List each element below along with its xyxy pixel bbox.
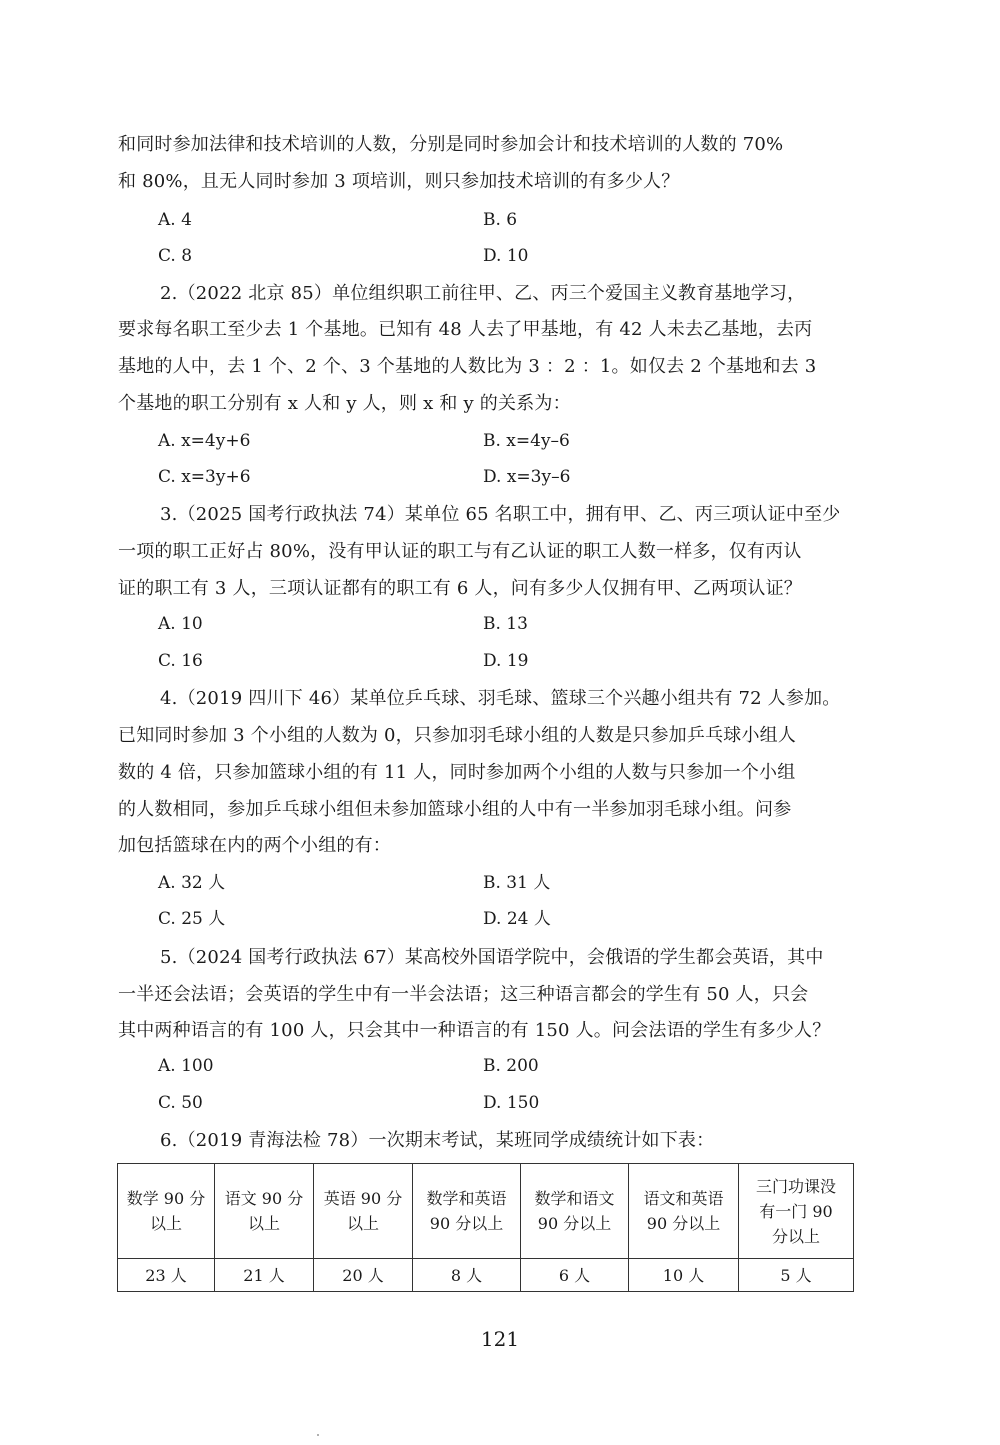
score-stats-table [117, 1163, 853, 1292]
page-number: 121 [480, 1327, 520, 1351]
q4-text-line5: 加包括篮球在内的两个小组的有： [118, 835, 391, 856]
q4-text-line3: 数的 4 倍，只参加篮球小组的有 11 人，同时参加两个小组的人数与只参加一个小组 [118, 762, 796, 783]
q4-text-line2: 已知同时参加 3 个小组的人数为 0，只参加羽毛球小组的人数是只参加乒乓球小组人 [118, 725, 797, 746]
q5-text-line1: 5.（2024 国考行政执法 67）某高校外国语学院中，会俄语的学生都会英语，其中 [160, 947, 824, 968]
q3-text-line3: 证的职工有 3 人，三项认证都有的职工有 6 人，问有多少人仅拥有甲、乙两项认证？ [118, 578, 802, 599]
q1-option-d: D. 10 [483, 246, 529, 266]
q4-option-c: C. 25 人 [158, 909, 226, 929]
q2-text-line4: 个基地的职工分别有 x 人和 y 人，则 x 和 y 的关系为： [118, 393, 571, 414]
value-cell-chinese: 21 人 [215, 1259, 314, 1292]
q4-option-a: A. 32 人 [158, 873, 226, 893]
table-header-row [118, 1164, 854, 1259]
header-cell-chinese-english: 语文和英语 90 分以上 [629, 1164, 739, 1259]
q3-option-b: B. 13 [483, 614, 528, 634]
q3-option-d: D. 19 [483, 651, 529, 671]
scan-speck [317, 1434, 319, 1436]
q4-text-line4: 的人数相同，参加乒乓球小组但未参加篮球小组的人中有一半参加羽毛球小组。问参 [118, 799, 792, 820]
q3-option-a: A. 10 [158, 614, 203, 634]
header-cell-chinese: 语文 90 分 以上 [215, 1164, 314, 1259]
q2-option-d: D. x=3y–6 [483, 467, 571, 487]
q3-text-line2: 一项的职工正好占 80%，没有甲认证的职工与有乙认证的职工人数一样多，仅有丙认 [118, 541, 802, 562]
q2-option-b: B. x=4y–6 [483, 431, 570, 451]
q2-text-line3: 基地的人中，去 1 个、2 个、3 个基地的人数比为 3 ：2 ：1。如仅去 2 个基地和去 3 [118, 356, 817, 377]
q5-text-line3: 其中两种语言的有 100 人，只会其中一种语言的有 150 人。问会法语的学生有多少人？ [118, 1020, 831, 1041]
q6-text-line1: 6.（2019 青海法检 78）一次期末考试，某班同学成绩统计如下表： [160, 1130, 715, 1151]
q1-option-b: B. 6 [483, 210, 518, 230]
q5-text-line2: 一半还会法语；会英语的学生中有一半会法语；这三种语言都会的学生有 50 人，只会 [118, 984, 809, 1005]
q5-option-d: D. 150 [483, 1093, 540, 1113]
q4-option-b: B. 31 人 [483, 873, 551, 893]
q5-option-a: A. 100 [158, 1056, 214, 1076]
q5-option-b: B. 200 [483, 1056, 539, 1076]
value-cell-english: 20 人 [314, 1259, 413, 1292]
value-cell-math: 23 人 [118, 1259, 215, 1292]
q4-option-d: D. 24 人 [483, 909, 551, 929]
value-cell-math-english: 8 人 [413, 1259, 521, 1292]
q2-text-line2: 要求每名职工至少去 1 个基地。已知有 48 人去了甲基地，有 42 人未去乙基地，去丙 [118, 319, 813, 340]
value-cell-chinese-english: 10 人 [629, 1259, 739, 1292]
value-cell-none: 5 人 [739, 1259, 854, 1292]
q2-option-c: C. x=3y+6 [158, 467, 251, 487]
q2-text-line1: 2.（2022 北京 85）单位组织职工前往甲、乙、丙三个爱国主义教育基地学习， [160, 283, 806, 304]
header-cell-english: 英语 90 分 以上 [314, 1164, 413, 1259]
q1-option-a: A. 4 [158, 210, 192, 230]
header-cell-math-english: 数学和英语 90 分以上 [413, 1164, 521, 1259]
q5-option-c: C. 50 [158, 1093, 203, 1113]
q2-option-a: A. x=4y+6 [158, 431, 251, 451]
header-cell-math: 数学 90 分 以上 [118, 1164, 215, 1259]
q1-text-line1: 和同时参加法律和技术培训的人数，分别是同时参加会计和技术培训的人数的 70% [118, 134, 784, 155]
value-cell-math-chinese: 6 人 [521, 1259, 629, 1292]
table-values-row [118, 1259, 854, 1292]
q3-option-c: C. 16 [158, 651, 203, 671]
header-cell-none: 三门功课没 有一门 90 分以上 [739, 1164, 854, 1259]
header-cell-math-chinese: 数学和语文 90 分以上 [521, 1164, 629, 1259]
q1-option-c: C. 8 [158, 246, 193, 266]
q4-text-line1: 4.（2019 四川下 46）某单位乒乓球、羽毛球、篮球三个兴趣小组共有 72 人参加。 [160, 688, 841, 709]
q1-text-line2: 和 80%，且无人同时参加 3 项培训，则只参加技术培训的有多少人？ [118, 171, 680, 192]
q3-text-line1: 3.（2025 国考行政执法 74）某单位 65 名职工中，拥有甲、乙、丙三项认证中至少 [160, 504, 841, 525]
